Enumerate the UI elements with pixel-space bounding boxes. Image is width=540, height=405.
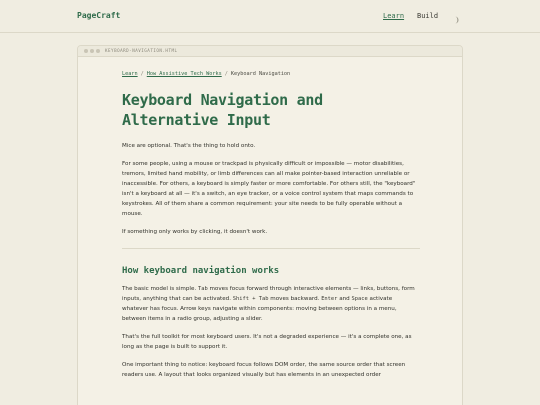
page-title-line-2: Alternative Input xyxy=(122,111,271,129)
key-space: Space xyxy=(351,296,368,302)
window-dot-icon xyxy=(90,49,94,53)
breadcrumb-current: Keyboard Navigation xyxy=(230,71,291,77)
theme-toggle-button[interactable] xyxy=(450,10,460,20)
text-run: activate whatever has focus. Arrow keys navigate within components: moving between options in a menu, between items in a radio group, adjusting a slider. xyxy=(122,296,397,322)
text-run: moves backward. xyxy=(268,296,322,302)
lead-paragraph: Mice are optional. That's the thing to hold onto. xyxy=(122,143,256,149)
key-tab: Tab xyxy=(197,286,208,292)
page-title-line-1: Keyboard Navigation and xyxy=(122,91,323,109)
window-title-bar xyxy=(78,46,462,57)
section-divider xyxy=(122,248,420,249)
nav-link-learn[interactable]: Learn xyxy=(383,12,405,20)
breadcrumb-separator: / xyxy=(224,71,228,77)
intro-paragraph: For some people, using a mouse or trackpad is physically difficult or impossible — motor disabilities, tremors, limited hand mobility, or limb differences can all make pointer-based interaction unreliable or inaccessible. For others, a keyboard is simply faster or more comfortable. For others still, the "keyboard" isn't a keyboard at all — it's a switch, an eye tracker, or a voice control system that maps commands to keystrokes. All of them share a common requirement: your site needs to be fully operable without a mouse. xyxy=(122,161,416,217)
key-shift-tab: Shift + Tab xyxy=(232,296,269,302)
text-run: moves focus forward through interactive elements — links, buttons, form inputs, anything that can be activated. xyxy=(122,286,415,302)
section-paragraph-3: One important thing to notice: keyboard focus follows DOM order, the same source order that screen readers use. A layout that looks organized visually but has elements in an unexpected order xyxy=(122,362,406,378)
window-dot-icon xyxy=(84,49,88,53)
section-paragraph-1 xyxy=(122,284,420,324)
half-moon-icon xyxy=(450,15,460,25)
breadcrumb-link-learn[interactable]: Learn xyxy=(122,71,138,77)
breadcrumb-separator: / xyxy=(140,71,144,77)
document-window xyxy=(77,45,463,405)
breadcrumb xyxy=(122,71,420,77)
top-navigation-bar xyxy=(0,0,540,33)
text-run: and xyxy=(337,296,352,302)
intro-conclusion: If something only works by clicking, it doesn't work. xyxy=(122,229,268,235)
breadcrumb-link-assistive-tech[interactable]: How Assistive Tech Works xyxy=(146,71,222,77)
key-enter: Enter xyxy=(321,296,338,302)
window-dot-icon xyxy=(96,49,100,53)
nav-link-build[interactable]: Build xyxy=(417,12,439,20)
section-paragraph-2: That's the full toolkit for most keyboard users. It's not a degraded experience — it's a complete one, as long as the page is built to support it. xyxy=(122,334,412,350)
article-content xyxy=(122,71,420,380)
window-title: KEYBOARD-NAVIGATION.HTML xyxy=(105,48,178,53)
section-heading: How keyboard navigation works xyxy=(122,266,280,276)
page-title xyxy=(122,90,420,130)
text-run: The basic model is simple. xyxy=(122,286,198,292)
brand-logo[interactable]: PageCraft xyxy=(77,11,121,20)
